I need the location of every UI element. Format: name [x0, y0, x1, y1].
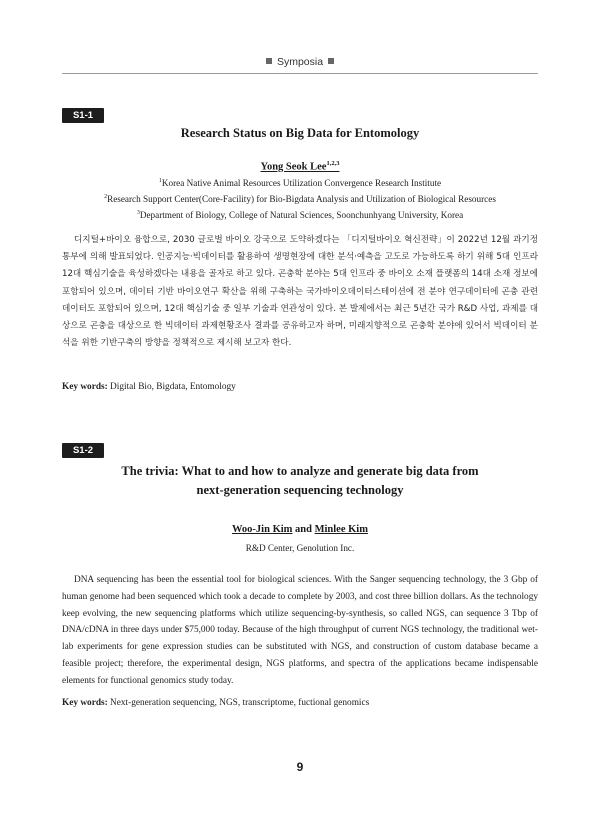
author-name: Yong Seok Lee — [260, 161, 327, 173]
abstract — [62, 232, 538, 352]
paper-title-line: next-generation sequencing technology — [196, 483, 404, 497]
affiliation-line: $^2$Research Support Center(Core-Facility) for Bio-Bigdata Analysis and Utilization of Biological Resources — [104, 194, 496, 205]
affiliation-line: $^3$Department of Biology, College of Natural Sciences, Soonchunhyang University, Korea — [136, 210, 464, 221]
keywords — [62, 382, 538, 392]
author-line — [62, 524, 538, 535]
session-code-badge: S1-1 — [62, 108, 104, 123]
square-bullet-icon — [266, 58, 272, 64]
paper-title: Research Status on Big Data for Entomology — [180, 126, 420, 140]
keywords-label: Key words: — [62, 698, 108, 708]
affiliation-line: R&D Center, Genolution Inc. — [245, 543, 355, 553]
author-line — [62, 160, 538, 173]
square-bullet-icon — [328, 58, 334, 64]
abstract-text: DNA sequencing has been the essential tool for biological sciences. With the Sanger sequencing technology, the 3 Gbp of human genome had been sequenced which took a decade to complete by 2003, and cost three billion dollars. As the technology keep evolving, the new sequencing platforms which utilize sequencing-by-synthesis, so called NGS, can sequence 3 Tbp of DNA/cDNA in three days under $75,000 today. Because of the high throughput of current NGS technology, the traditional wet-lab experiments for gene expression studies can be substituted with NGS, and construction of custom database became a feasible project; therefore, the experimental design, NGS platforms, and spectra of the applications became indispensable elements for functional genomics study today. — [62, 575, 538, 686]
keywords-text: Next-generation sequencing, NGS, transcriptome, fuctional genomics — [110, 698, 370, 708]
header-section-label: Symposia — [276, 56, 324, 68]
author-conjunction: and — [295, 524, 312, 535]
keywords — [62, 698, 538, 708]
author-name: Woo-Jin Kim — [232, 524, 293, 535]
affiliations — [62, 174, 538, 222]
keywords-label: Key words: — [62, 382, 108, 392]
author-affiliation-marks: 1,2,3 — [326, 160, 340, 167]
abstract-text: 디지털+바이오 융합으로, 2030 글로벌 바이오 강국으로 도약하겠다는 「디지털바이오 혁신전략」이 2022년 12월 과기정통부에 의해 발표되었다. 인공지능·빅데이터를 활용하여 생명현장에 대한 분석·예측을 고도로 가능하도록 하기 위해 5대 인프라 12대 핵심기술을 육성하겠다는 내용을 골자로 하고 있다. 곤충학 분야는 5대 인프라 중 바이오 소재 플랫폼의 14대 소재 정보에 포함되어 있으며, 데이터 기반 바이오연구 확산을 위해 구축하는 국가바이오데이터스테이션에 전 분야 연구데이터에 곤충 관련 데이터도 포함되어 있으며, 12대 핵심기술 중 일부 기술과 연관성이 있다. 본 발제에서는 최근 5년간 국가 R&D 사업, 과제를 대상으로 곤충을 대상으로 한 빅데이터 과제현황조사 결과를 공유하고자 하며, 미래지향적으로 곤충학 분야에 있어서 빅데이터 분석을 위한 기반구축의 방향을 정책적으로 제시해 보고자 한다. — [62, 235, 538, 349]
affiliation-line: $^1$Korea Native Animal Resources Utilization Convergence Research Institute — [158, 178, 442, 189]
affiliations — [62, 541, 538, 555]
keywords-text: Digital Bio, Bigdata, Entomology — [110, 382, 236, 392]
session-code-badge: S1-2 — [62, 443, 104, 458]
author-name: Minlee Kim — [314, 524, 368, 535]
header-divider — [62, 73, 538, 74]
paper-title — [62, 462, 538, 500]
abstract — [62, 572, 538, 690]
paper-title-line: The trivia: What to and how to analyze and generate big data from — [121, 464, 479, 478]
running-header — [0, 56, 600, 68]
page-number: 9 — [296, 760, 304, 774]
